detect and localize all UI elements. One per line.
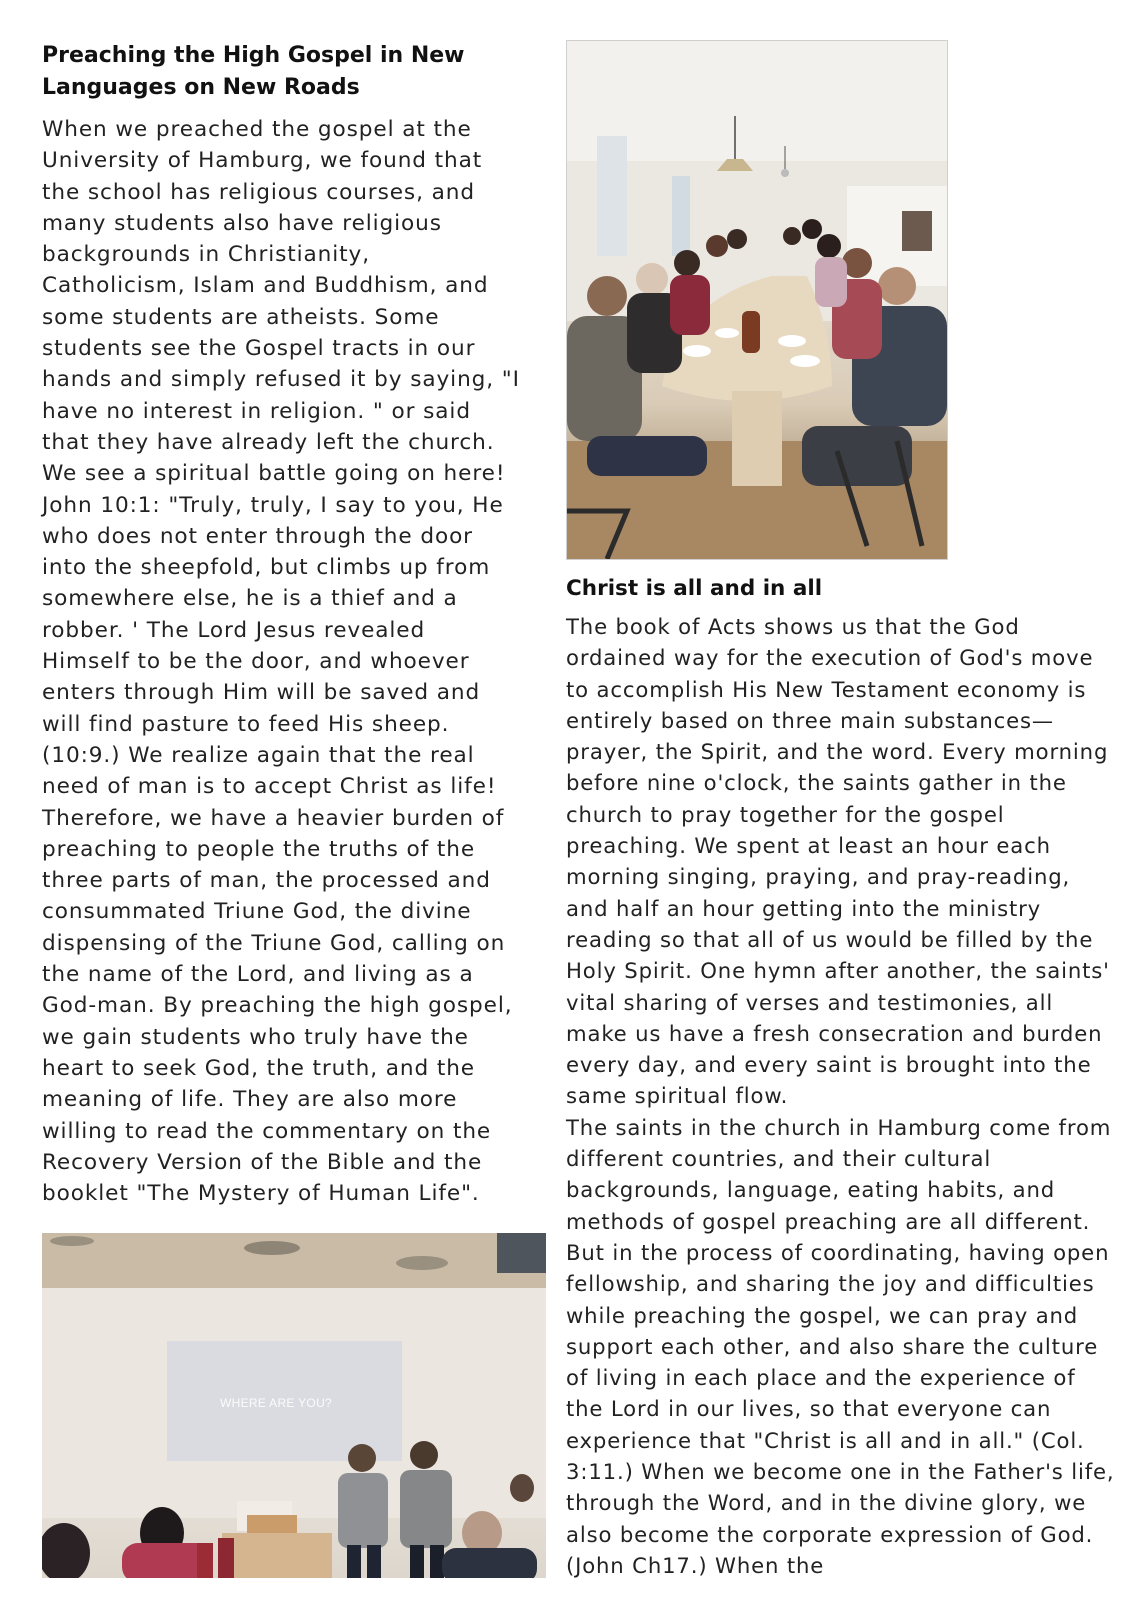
section-subheading: Christ is all and in all <box>566 576 823 601</box>
section-paragraph-2: The saints in the church in Hamburg come from different countries, and their cultural backgrounds, language, eating habits, and methods of gospel preaching are all different. But in the process of coordinating, having open fellowship, and sharing the joy and difficulties while preaching the gospel, we can pray and support each other, and also share the culture of living in each place and the experience of the Lord in our lives, so that everyone can experience that "Christ is all and in all." (Col. 3:11.) When we become one in the Father's life, through the Word, and in the divine glory, we also become the corporate expression of God. (John Ch17.) When the <box>566 1114 1115 1578</box>
photo-saints-dinner <box>566 40 948 560</box>
article-paragraph: When we preached the gospel at the University of Hamburg, we found that the school has religious courses, and many students also have religious backgrounds in Christianity, Catholicism, Islam and Buddhism, and some students are atheists. Some students see the Gospel tracts in our hands and simply refused it by saying, "I have no interest in religion. " or said that they have already left the church. We see a spiritual battle going on here! John 10:1: "Truly, truly, I say to you, He who does not enter through the door into the sheepfold, but climbs up from somewhere else, he is a thief and a robber. ' The Lord Jesus revealed Himself to be the door, and whoever enters through Him will be saved and will find pasture to feed His sheep. (10:9.) We realize again that the real need of man is to accept Christ as life! Therefore, we have a heavier burden of preaching to people the truths of the three parts of man, the processed and consummated Triune God, the divine dispensing of the Triune God, calling on the name of the Lord, and living as a God-man. By preaching the high gospel, we gain students who truly have the heart to seek God, the truth, and the meaning of life. They are also more willing to read the commentary on the Recovery Version of the Bible and the booklet "The Mystery of Human Life". <box>42 117 520 1207</box>
projector-screen-text: WHERE ARE YOU? <box>220 1396 333 1410</box>
photo-gospel-presentation <box>42 1233 546 1578</box>
right-column <box>566 40 1116 1581</box>
article-heading: Preaching the High Gospel in New Languages on New Roads <box>42 43 465 100</box>
section-paragraph-1: The book of Acts shows us that the God ordained way for the execution of God's move to accomplish His New Testament economy is entirely based on three main substances—prayer, the Spirit, and the word. Every morning before nine o'clock, the saints gather in the church to pray together for the gospel preaching. We spent at least an hour each morning singing, praying, and pray-reading, and half an hour getting into the ministry reading so that all of us would be filled by the Holy Spirit. One hymn after another, the saints' vital sharing of verses and testimonies, all make us have a fresh consecration and burden every day, and every saint is brought into the same spiritual flow. <box>566 614 1110 1109</box>
left-column <box>42 40 520 1209</box>
